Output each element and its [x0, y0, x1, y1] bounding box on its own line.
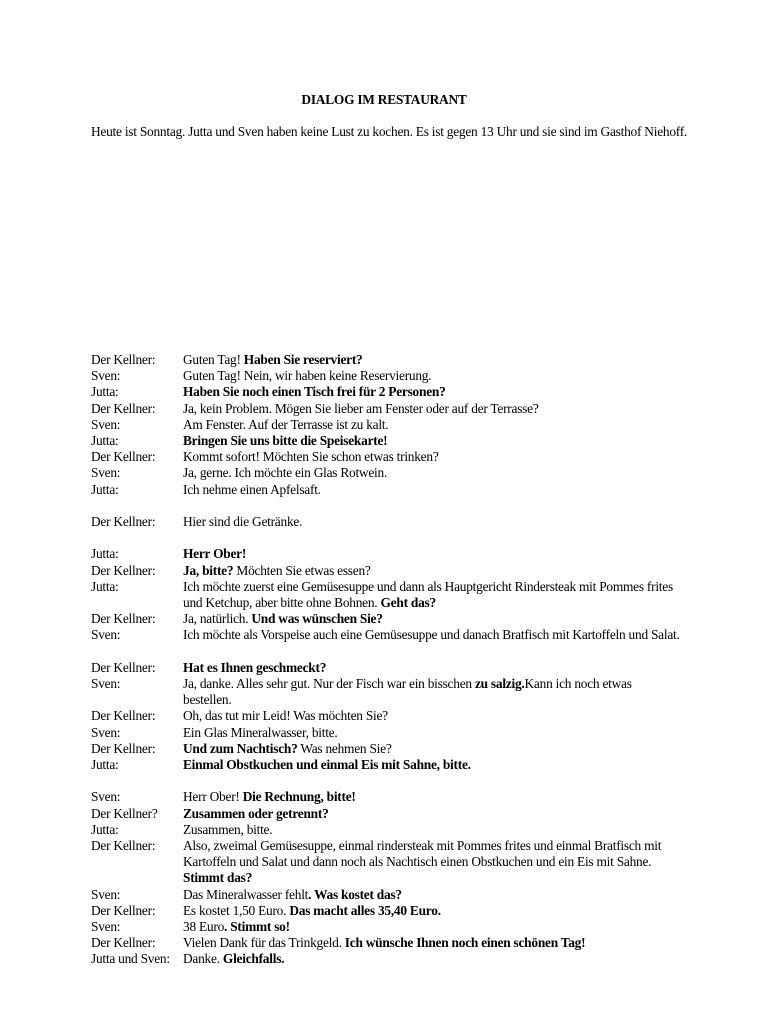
speaker-label: Der Kellner: [91, 838, 156, 854]
dialog-text [183, 401, 683, 417]
dialog-line [91, 887, 691, 903]
text-segment: Es kostet 1,50 Euro. [183, 902, 290, 918]
bold-text-segment: Ich wünsche Ihnen noch einen schönen Tag! [344, 935, 586, 951]
dialog-line [91, 465, 691, 481]
dialog-line [91, 708, 691, 724]
speaker-label: Sven: [91, 416, 121, 432]
bold-text-segment: Zusammen oder getrennt? [183, 805, 329, 821]
text-segment: Ja, kein Problem. Mögen Sie lieber am Fenster oder auf der Terrasse? [183, 400, 539, 416]
speaker-label: Der Kellner? [91, 805, 158, 821]
dialog-line [91, 919, 691, 935]
bold-text-segment: Und zum Nachtisch? [183, 740, 298, 756]
dialog-line [91, 660, 691, 676]
dialog-text [183, 903, 683, 919]
bold-text-segment: . Was kostet das? [308, 886, 402, 902]
text-segment: Also, zweimal Gemüsesuppe, einmal rindersteak mit Pommes frites und einmal Bratfisch mit Kartoffeln und Salat und dann noch als Nachtisch einen Obstkuchen und ein Eis mit Sahne. [183, 838, 662, 870]
dialog-line [91, 352, 691, 368]
bold-text-segment: zu salzig. [474, 676, 525, 692]
dialog-line [91, 789, 691, 805]
dialog-spacer [91, 530, 691, 546]
dialog-text [183, 563, 683, 579]
dialog-text [183, 368, 683, 384]
document-title: DIALOG IM RESTAURANT [301, 92, 467, 107]
dialog-text [183, 725, 683, 741]
dialog-text [183, 806, 683, 822]
dialog-line [91, 579, 691, 611]
text-segment: Danke. [183, 951, 223, 967]
speaker-label: Jutta: [91, 433, 119, 449]
dialog-line [91, 433, 691, 449]
text-segment: Was nehmen Sie? [297, 740, 392, 756]
text-segment: Ja, gerne. Ich möchte ein Glas Rotwein. [183, 465, 388, 481]
speaker-label: Der Kellner: [91, 514, 156, 530]
dialog-line [91, 417, 691, 433]
dialog-line [91, 563, 691, 579]
speaker-label: Sven: [91, 368, 121, 384]
bold-text-segment: Herr Ober! [183, 546, 247, 562]
dialog-text [183, 951, 683, 967]
dialog-spacer [91, 773, 691, 789]
speaker-label: Sven: [91, 919, 121, 935]
bold-text-segment: Und was wünschen Sie? [251, 611, 383, 627]
speaker-label: Jutta: [91, 821, 119, 837]
speaker-label: Der Kellner: [91, 400, 156, 416]
text-segment: Ein Glas Mineralwasser, bitte. [183, 724, 338, 740]
bold-text-segment: Hat es Ihnen geschmeckt? [183, 659, 327, 675]
speaker-label: Jutta: [91, 578, 119, 594]
dialog-line [91, 676, 691, 708]
dialog-line [91, 401, 691, 417]
speaker-label: Jutta: [91, 481, 119, 497]
dialog-line [91, 903, 691, 919]
text-segment: Ich möchte als Vorspeise auch eine Gemüsesuppe und danach Bratfisch mit Kartoffeln und Salat. [183, 627, 680, 643]
dialog-text [183, 482, 683, 498]
text-segment: Ich möchte zuerst eine Gemüsesuppe und dann als Hauptgericht Rindersteak mit Pommes frites und Ketchup, aber bitte ohne Bohnen. [183, 578, 673, 611]
text-segment: Zusammen, bitte. [183, 821, 273, 837]
dialog-line [91, 368, 691, 384]
dialog-text [183, 514, 683, 530]
speaker-label: Jutta: [91, 546, 119, 562]
dialog-text [183, 579, 683, 611]
text-segment: Ja, natürlich. [183, 611, 252, 627]
speaker-label: Sven: [91, 465, 121, 481]
dialog-text [183, 449, 683, 465]
dialog-text [183, 838, 683, 887]
dialog-text [183, 433, 683, 449]
speaker-label: Sven: [91, 886, 121, 902]
dialog-text [183, 417, 683, 433]
text-segment: Vielen Dank für das Trinkgeld. [183, 935, 345, 951]
dialog-text [183, 887, 683, 903]
dialog-text [183, 660, 683, 676]
text-segment: Oh, das tut mir Leid! Was möchten Sie? [183, 708, 388, 724]
speaker-label: Sven: [91, 789, 121, 805]
dialog-line [91, 806, 691, 822]
bold-text-segment: Bringen Sie uns bitte die Speisekarte! [183, 433, 388, 449]
bold-text-segment: Geht das? [380, 595, 436, 611]
dialog [91, 352, 691, 968]
text-segment: Herr Ober! [183, 789, 243, 805]
text-segment: Das Mineralwasser fehlt [183, 886, 309, 902]
speaker-label: Der Kellner: [91, 659, 156, 675]
dialog-line [91, 951, 691, 967]
dialog-line [91, 514, 691, 530]
speaker-label: Der Kellner: [91, 902, 156, 918]
bold-text-segment: Einmal Obstkuchen und einmal Eis mit Sahne, bitte. [183, 757, 471, 773]
speaker-label: Der Kellner: [91, 449, 156, 465]
speaker-label: Jutta und Sven: [91, 951, 170, 967]
text-segment: Hier sind die Getränke. [183, 514, 303, 530]
bold-text-segment: Die Rechnung, bitte! [242, 789, 356, 805]
dialog-text [183, 789, 683, 805]
dialog-line [91, 935, 691, 951]
speaker-label: Der Kellner: [91, 352, 156, 367]
speaker-label: Sven: [91, 724, 121, 740]
speaker-label: Der Kellner: [91, 935, 156, 951]
speaker-label: Jutta: [91, 757, 119, 773]
dialog-line [91, 822, 691, 838]
speaker-label: Der Kellner: [91, 562, 156, 578]
dialog-text [183, 822, 683, 838]
dialog-line [91, 482, 691, 498]
dialog-text [183, 935, 683, 951]
speaker-label: Der Kellner: [91, 611, 156, 627]
dialog-text [183, 627, 683, 643]
speaker-label: Jutta: [91, 384, 119, 400]
dialog-text [183, 708, 683, 724]
speaker-label: Der Kellner: [91, 740, 156, 756]
dialog-line [91, 741, 691, 757]
dialog-text [183, 741, 683, 757]
dialog-text [183, 465, 683, 481]
dialog-text [183, 757, 683, 773]
dialog-text [183, 546, 683, 562]
dialog-line [91, 449, 691, 465]
dialog-spacer [91, 644, 691, 660]
bold-text-segment: Stimmt das? [183, 870, 253, 886]
dialog-text [183, 611, 683, 627]
text-segment: Guten Tag! [183, 352, 244, 367]
speaker-label: Sven: [91, 676, 121, 692]
dialog-spacer [91, 498, 691, 514]
text-segment: 38 Euro [183, 919, 225, 935]
dialog-line [91, 627, 691, 643]
text-segment: Ja, danke. Alles sehr gut. Nur der Fisch war ein bisschen [183, 676, 475, 692]
dialog-text [183, 352, 683, 368]
bold-text-segment: Haben Sie noch einen Tisch frei für 2 Personen? [183, 384, 446, 400]
dialog-line [91, 384, 691, 400]
text-segment: Kommt sofort! Möchten Sie schon etwas trinken? [183, 449, 439, 465]
bold-text-segment: Das macht alles 35,40 Euro. [289, 902, 441, 918]
dialog-line [91, 546, 691, 562]
text-segment: Kann ich noch etwas bestellen. [183, 676, 632, 708]
dialog-line [91, 757, 691, 773]
dialog-text [183, 676, 683, 708]
text-segment: Guten Tag! Nein, wir haben keine Reservierung. [183, 368, 432, 384]
dialog-text [183, 919, 683, 935]
text-segment: Möchten Sie etwas essen? [233, 562, 371, 578]
dialog-line [91, 725, 691, 741]
speaker-label: Der Kellner: [91, 708, 156, 724]
text-segment: Ich nehme einen Apfelsaft. [183, 481, 321, 497]
dialog-line [91, 838, 691, 887]
dialog-text [183, 384, 683, 400]
bold-text-segment: Gleichfalls. [222, 951, 285, 967]
bold-text-segment: Ja, bitte? [183, 562, 234, 578]
speaker-label: Sven: [91, 627, 121, 643]
dialog-line [91, 611, 691, 627]
bold-text-segment: Haben Sie reserviert? [243, 352, 363, 367]
text-segment: Am Fenster. Auf der Terrasse ist zu kalt. [183, 416, 389, 432]
intro-paragraph: Heute ist Sonntag. Jutta und Sven haben keine Lust zu kochen. Es ist gegen 13 Uhr und sie sind im Gasthof Niehoff. [91, 124, 688, 139]
bold-text-segment: . Stimmt so! [224, 919, 290, 935]
